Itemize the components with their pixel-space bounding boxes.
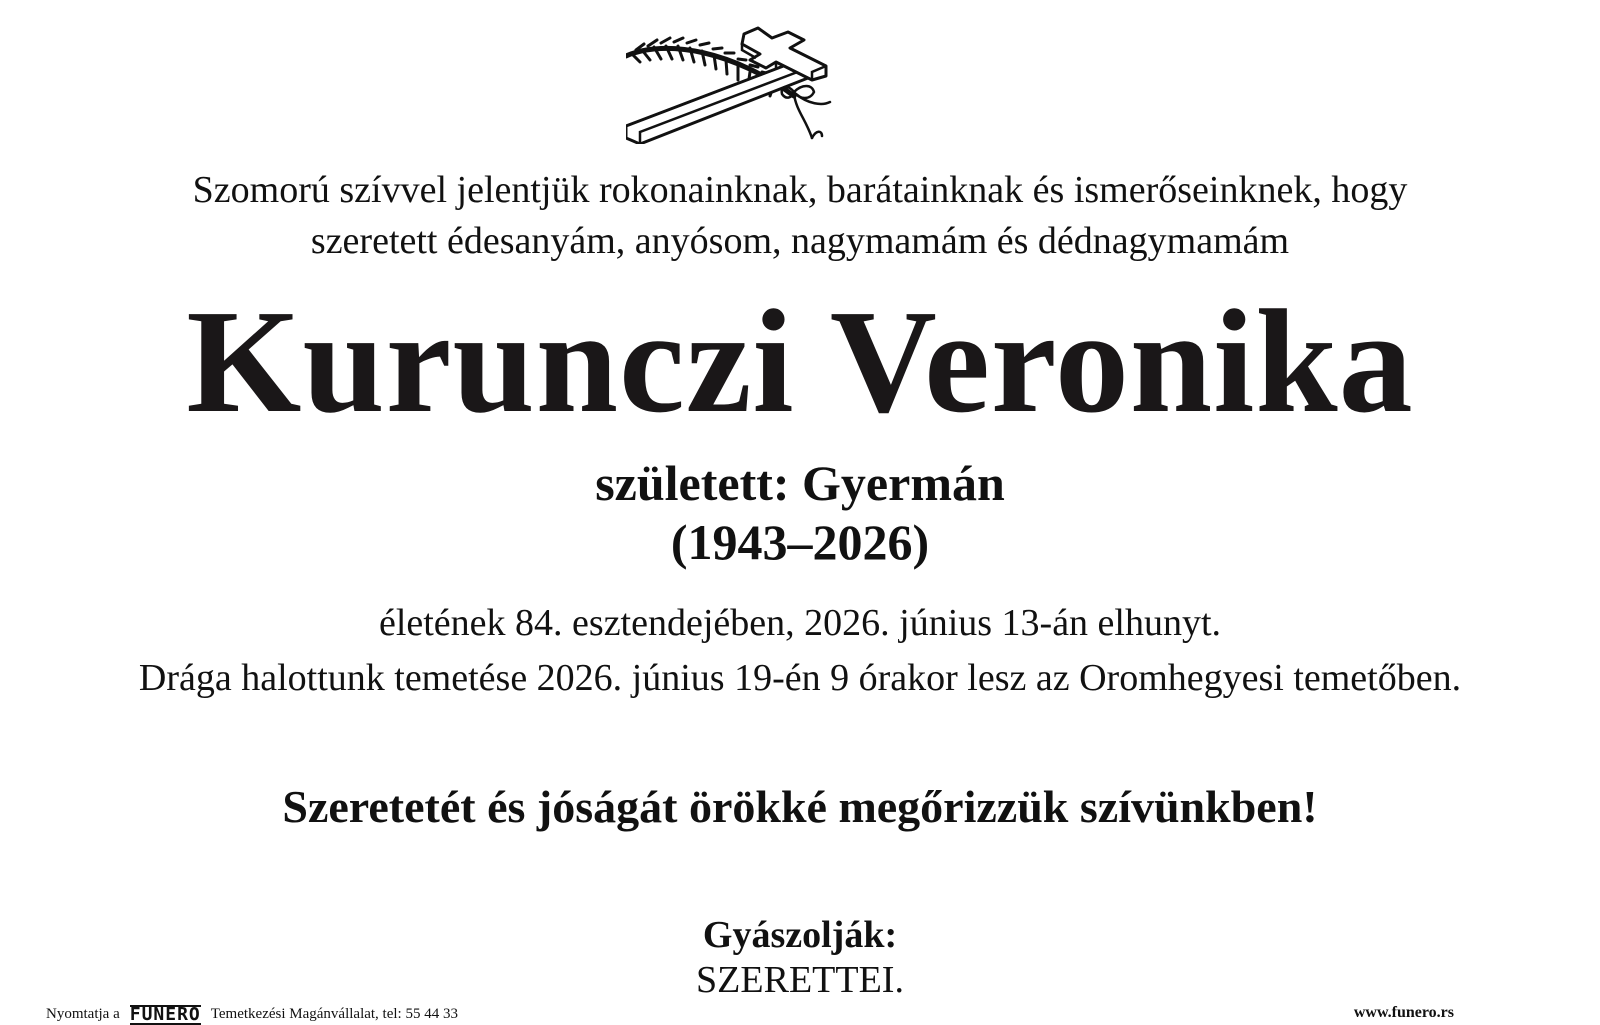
mourners: SZERETTEI. bbox=[696, 959, 904, 1001]
printer-credit bbox=[46, 1005, 458, 1025]
memorial-motto: Szeretetét és jóságát örökké megőrizzük szívünkben! bbox=[282, 781, 1318, 832]
funero-logo: FUNERO bbox=[129, 1004, 201, 1025]
mourners-label: Gyászolják: bbox=[702, 914, 898, 956]
life-years: (1943–2026) bbox=[670, 514, 930, 570]
death-detail: életének 84. esztendejében, 2026. június 13-án elhunyt. bbox=[378, 602, 1222, 644]
intro-line-1: Szomorú szívvel jelentjük rokonainknak, barátainknak és ismerőseinknek, hogy bbox=[192, 169, 1408, 211]
intro-line-2: szeretett édesanyám, anyósom, nagymamám és dédnagymamám bbox=[310, 220, 1290, 262]
deceased-name: Kurunczi Veronika bbox=[186, 280, 1414, 444]
company-text: Temetkezési Magánvállalat, tel: 55 44 33 bbox=[210, 1006, 458, 1022]
website-link[interactable]: www.funero.rs bbox=[1353, 1004, 1454, 1021]
cross-with-palm-branch-icon bbox=[626, 26, 852, 144]
maiden-name: született: Gyermán bbox=[595, 455, 1005, 511]
printed-by-text: Nyomtatja a bbox=[46, 1006, 120, 1022]
funeral-detail: Drága halottunk temetése 2026. június 19-én 9 órakor lesz az Oromhegyesi temetőben. bbox=[138, 657, 1462, 699]
